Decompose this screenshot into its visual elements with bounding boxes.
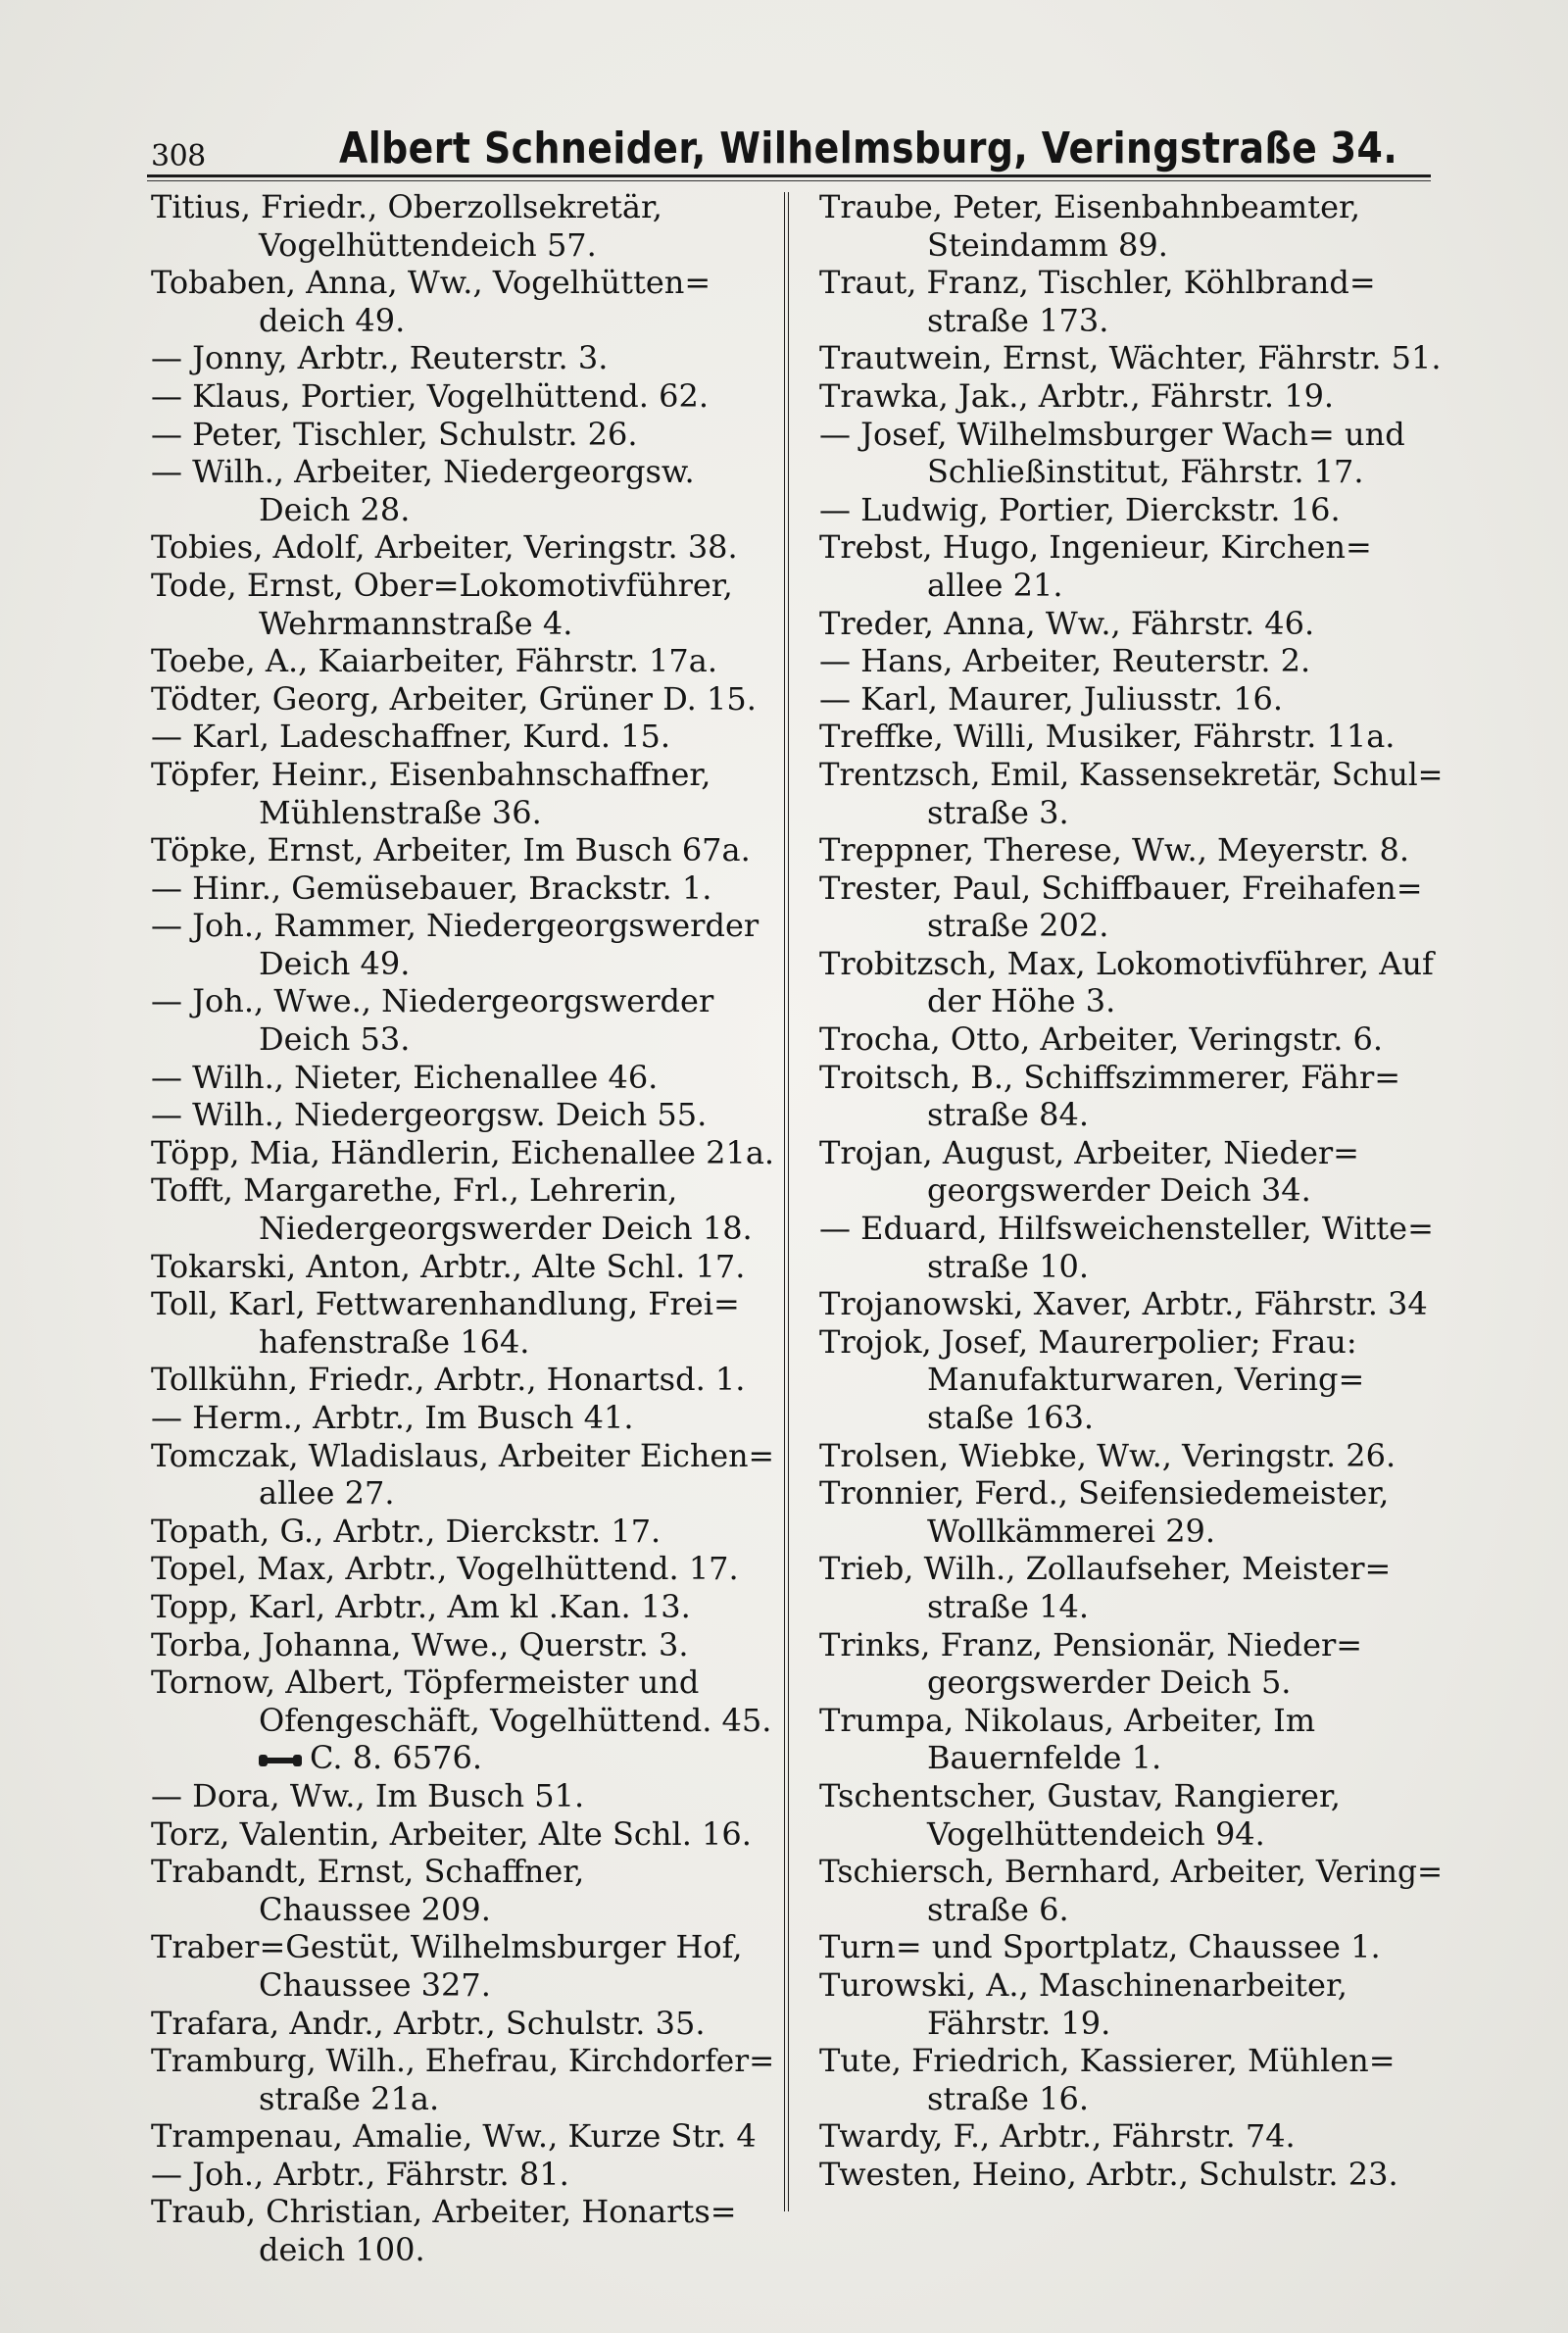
entry-line [151, 1436, 775, 1475]
column-divider [784, 192, 789, 2211]
entry-text: — Karl, Maurer, Juliusstr. 16. [819, 679, 1284, 718]
entry-text: — Klaus, Portier, Vogelhüttend. 62. [151, 376, 710, 415]
entry-text: straße 10. [927, 1247, 1090, 1285]
entry-text: Traub, Christian, Arbeiter, Honarts= [151, 2193, 737, 2231]
left-column [151, 188, 774, 2269]
entry-line [819, 718, 1443, 756]
entry-text: Trampenau, Amalie, Ww., Kurze Str. 4 [151, 2117, 757, 2156]
directory-entry [819, 1777, 1443, 1853]
entry-continuation-line [819, 982, 1443, 1020]
directory-entry [151, 1134, 774, 1172]
directory-entry [151, 1361, 774, 1399]
entry-text: georgswerder Deich 5. [927, 1663, 1292, 1702]
directory-entry [151, 1739, 774, 1777]
directory-entry [819, 264, 1443, 339]
entry-line [151, 264, 774, 302]
directory-entry [151, 567, 774, 642]
entry-continuation-line [819, 1739, 1443, 1777]
entry-text: — Hans, Arbeiter, Reuterstr. 2. [819, 642, 1311, 680]
entry-text: Trojan, August, Arbeiter, Nieder= [819, 1133, 1359, 1171]
entry-line [819, 339, 1443, 377]
entry-line [151, 1513, 774, 1551]
entry-line [819, 1853, 1444, 1891]
entry-text: Trentzsch, Emil, Kassensekretär, Schul= [819, 755, 1444, 793]
entry-text: Titius, Friedr., Oberzollsekretär, [151, 188, 662, 225]
entry-line [151, 2156, 774, 2194]
directory-entry [151, 680, 774, 719]
entry-continuation-line [819, 1096, 1443, 1134]
entry-text: Tokarski, Anton, Arbtr., Alte Schl. 17. [151, 1247, 746, 1285]
directory-entry [819, 528, 1443, 604]
directory-entry [819, 2042, 1443, 2117]
entry-continuation-line [151, 226, 774, 265]
directory-entry [819, 945, 1443, 1020]
entry-continuation-line [819, 2005, 1443, 2043]
entry-text: Vogelhüttendeich 94. [927, 1814, 1265, 1853]
entry-text: Schließinstitut, Fährstr. 17. [927, 453, 1364, 491]
entry-text: — Ludwig, Portier, Dierckstr. 16. [819, 490, 1341, 528]
directory-entry [819, 339, 1443, 377]
entry-text: — Dora, Ww., Im Busch 51. [151, 1776, 585, 1814]
directory-entry [151, 2193, 774, 2268]
entry-text: Toebe, A., Kaiarbeiter, Fährstr. 17a. [151, 642, 718, 680]
entry-continuation-line [819, 453, 1443, 491]
entry-text: deich 100. [259, 2231, 425, 2269]
directory-entry [819, 680, 1443, 719]
entry-text: Trocha, Otto, Arbeiter, Veringstr. 6. [819, 1020, 1384, 1059]
entry-text: Vogelhüttendeich 57. [259, 225, 597, 264]
entry-text: Tomczak, Wladislaus, Arbeiter Eichen= [151, 1436, 775, 1474]
entry-text: der Höhe 3. [927, 982, 1116, 1020]
directory-entry [151, 1059, 774, 1097]
entry-line [819, 945, 1443, 983]
entry-text: allee 27. [259, 1474, 395, 1513]
entry-text: — Herm., Arbtr., Im Busch 41. [151, 1399, 634, 1436]
entry-line [151, 528, 774, 567]
entry-continuation-line [151, 945, 774, 983]
entry-text: Toll, Karl, Fettwarenhandlung, Frei= [151, 1285, 740, 1323]
entry-line [151, 1096, 774, 1134]
entry-line [819, 1928, 1443, 1966]
entry-line [819, 831, 1443, 869]
entry-line [819, 1474, 1443, 1513]
entry-continuation-line [151, 605, 774, 643]
entry-continuation-line [819, 1815, 1443, 1854]
directory-entry [151, 264, 774, 339]
entry-text: — Joh., Rammer, Niedergeorgswerder [151, 907, 760, 945]
header-rule [147, 174, 1431, 177]
entry-line [819, 2042, 1443, 2080]
entry-text: Tronnier, Ferd., Seifensiedemeister, [819, 1474, 1390, 1513]
entry-continuation-line [151, 1891, 774, 1929]
directory-entry [819, 1437, 1443, 1475]
entry-line [151, 1059, 774, 1097]
entry-line [819, 1777, 1443, 1815]
entry-text: Wehrmannstraße 4. [259, 604, 573, 642]
entry-text: straße 173. [927, 301, 1109, 339]
entry-text: Torz, Valentin, Arbeiter, Alte Schl. 16. [151, 1814, 752, 1853]
entry-text: Tornow, Albert, Töpfermeister und [151, 1663, 700, 1702]
entry-text: Tramburg, Wilh., Ehefrau, Kirchdorfer= [151, 2042, 775, 2080]
entry-continuation-line [151, 1966, 774, 2005]
entry-continuation-line [151, 1702, 774, 1740]
entry-continuation-line [819, 1399, 1443, 1437]
directory-entry [819, 1059, 1443, 1134]
directory-entry [819, 1966, 1443, 2042]
entry-text: Topel, Max, Arbtr., Vogelhüttend. 17. [151, 1550, 739, 1588]
entry-text: Wollkämmerei 29. [927, 1512, 1216, 1550]
directory-entry [819, 1210, 1443, 1285]
entry-line [819, 1020, 1443, 1059]
entry-line [819, 2156, 1443, 2194]
directory-entry [819, 2156, 1443, 2194]
entry-line [151, 1361, 774, 1399]
entry-text: Troitsch, B., Schiffszimmerer, Fähr= [819, 1058, 1401, 1096]
entry-line [819, 1285, 1443, 1323]
entry-text: — Jonny, Arbtr., Reuterstr. 3. [151, 339, 609, 377]
entry-continuation-line [819, 1891, 1443, 1929]
entry-line [151, 642, 774, 680]
entry-text: Treppner, Therese, Ww., Meyerstr. 8. [819, 831, 1409, 869]
entry-line [819, 869, 1443, 908]
directory-entry [819, 1853, 1443, 1928]
entry-line [819, 755, 1444, 794]
page-number: 308 [151, 139, 206, 174]
entry-line [819, 528, 1443, 567]
entry-text: straße 202. [927, 907, 1109, 945]
directory-entry [151, 907, 774, 982]
entry-line [819, 416, 1443, 454]
entry-text: straße 16. [927, 2079, 1090, 2117]
directory-entry [151, 528, 774, 567]
directory-entry [151, 1588, 774, 1626]
entry-line [819, 1210, 1443, 1248]
entry-line [151, 1399, 774, 1437]
entry-text: straße 3. [927, 793, 1069, 831]
entry-line [819, 1059, 1443, 1097]
entry-text: Trojok, Josef, Maurerpolier; Frau: [819, 1322, 1357, 1361]
running-head: Albert Schneider, Wilhelmsburg, Veringstraße 34. [339, 124, 1398, 174]
directory-entry [819, 1020, 1443, 1059]
directory-entry [819, 642, 1443, 680]
entry-text: Töpp, Mia, Händlerin, Eichenallee 21a. [151, 1133, 775, 1171]
entry-line [819, 1626, 1443, 1664]
entry-continuation-line [819, 1513, 1443, 1551]
entry-text: Deich 49. [259, 944, 411, 982]
entry-text: Trebst, Hugo, Ingenieur, Kirchen= [819, 528, 1372, 567]
entry-line [151, 1777, 774, 1815]
entry-text: Bauernfelde 1. [927, 1739, 1162, 1777]
entry-text: Tofft, Margarethe, Frl., Lehrerin, [151, 1171, 678, 1210]
entry-text: Treder, Anna, Ww., Fährstr. 46. [819, 604, 1315, 642]
entry-continuation-line [819, 1248, 1443, 1286]
entry-text: Trester, Paul, Schiffbauer, Freihafen= [819, 869, 1423, 907]
entry-continuation-line [819, 302, 1443, 340]
entry-text: Deich 53. [259, 1020, 411, 1059]
entry-text: — Wilh., Niedergeorgsw. Deich 55. [151, 1096, 708, 1134]
entry-line [151, 907, 774, 945]
directory-entry [151, 756, 774, 831]
directory-entry [151, 377, 774, 416]
entry-text: allee 21. [927, 566, 1063, 604]
entry-line [151, 1248, 774, 1286]
entry-line [819, 491, 1443, 529]
directory-entry [819, 1702, 1443, 1777]
entry-text: Trafara, Andr., Arbtr., Schulstr. 35. [151, 2004, 706, 2042]
entry-text: Trieb, Wilh., Zollaufseher, Meister= [819, 1550, 1392, 1588]
directory-entry [819, 1928, 1443, 1966]
entry-text: — Joh., Arbtr., Fährstr. 81. [151, 2155, 569, 2193]
entry-line [151, 377, 774, 416]
directory-entry [151, 2042, 774, 2117]
directory-entry [151, 339, 774, 377]
directory-entry [819, 416, 1443, 491]
entry-text: Trolsen, Wiebke, Ww., Veringstr. 26. [819, 1436, 1396, 1474]
directory-entry [151, 642, 774, 680]
entry-line [151, 680, 774, 719]
entry-text: Mühlenstraße 36. [259, 793, 542, 831]
entry-line [151, 2193, 774, 2231]
entry-text: Töpke, Ernst, Arbeiter, Im Busch 67a. [151, 831, 751, 869]
entry-line [151, 1853, 774, 1891]
entry-line [819, 188, 1443, 226]
entry-text: — Hinr., Gemüsebauer, Brackstr. 1. [151, 869, 712, 907]
entry-text: Trumpa, Nikolaus, Arbeiter, Im [819, 1701, 1316, 1739]
entry-text: Topp, Karl, Arbtr., Am kl .Kan. 13. [151, 1587, 691, 1625]
entry-text: Trojanowski, Xaver, Arbtr., Fährstr. 34 [819, 1285, 1428, 1323]
entry-line [151, 1285, 774, 1323]
entry-line [819, 1550, 1443, 1588]
entry-text: Tödter, Georg, Arbeiter, Grüner D. 15. [151, 679, 757, 718]
entry-continuation-line [151, 302, 774, 340]
directory-entry [819, 718, 1443, 756]
directory-entry [151, 1550, 774, 1588]
entry-text: — Wilh., Arbeiter, Niedergeorgsw. [151, 453, 695, 491]
entry-line [819, 1437, 1443, 1475]
entry-text: Trautwein, Ernst, Wächter, Fährstr. 51. [819, 339, 1442, 377]
directory-entry [151, 718, 774, 756]
directory-entry [819, 377, 1443, 416]
entry-text: Topath, G., Arbtr., Dierckstr. 17. [151, 1512, 662, 1550]
entry-text: Tschentscher, Gustav, Rangierer, [819, 1776, 1341, 1814]
entry-line [151, 416, 774, 454]
directory-entry [151, 1399, 774, 1437]
entry-line [151, 1626, 774, 1664]
entry-line [819, 377, 1443, 416]
entry-continuation-line [151, 1210, 774, 1248]
directory-entry [151, 1853, 774, 1928]
entry-text: — Eduard, Hilfsweichensteller, Witte= [819, 1210, 1434, 1248]
directory-entry [151, 1513, 774, 1551]
entry-line [151, 1134, 774, 1172]
entry-text: Tode, Ernst, Ober=Lokomotivführer, [151, 566, 733, 604]
entry-text: Fährstr. 19. [927, 2004, 1111, 2042]
directory-entry [819, 491, 1443, 529]
entry-continuation-line [151, 1474, 774, 1513]
entry-text: Trinks, Franz, Pensionär, Nieder= [819, 1625, 1363, 1663]
entry-continuation-line [151, 2231, 774, 2269]
entry-continuation-line [819, 567, 1443, 605]
entry-line [151, 2117, 774, 2156]
entry-text: Chaussee 209. [259, 1890, 491, 1928]
entry-line [819, 1702, 1443, 1740]
entry-continuation-line [151, 794, 774, 832]
entry-text: staße 163. [927, 1399, 1095, 1436]
directory-entry [819, 1134, 1443, 1210]
entry-text: Twesten, Heino, Arbtr., Schulstr. 23. [819, 2155, 1398, 2193]
directory-entry [819, 1323, 1443, 1437]
entry-text: Niedergeorgswerder Deich 18. [259, 1210, 753, 1248]
entry-line [151, 1171, 774, 1210]
directory-entry [151, 1285, 774, 1361]
directory-entry [151, 1815, 774, 1854]
entry-line [819, 1323, 1443, 1362]
entry-continuation-line [819, 1588, 1443, 1626]
telephone-icon [259, 1753, 302, 1768]
entry-line [819, 605, 1443, 643]
entry-line [819, 642, 1443, 680]
directory-entry [819, 869, 1443, 945]
entry-text: Manufakturwaren, Vering= [927, 1361, 1365, 1399]
entry-line [151, 453, 774, 491]
directory-entry [151, 982, 774, 1058]
entry-line [151, 567, 774, 605]
entry-text: — Karl, Ladeschaffner, Kurd. 15. [151, 718, 671, 756]
entry-line [151, 1739, 774, 1777]
entry-text: hafenstraße 164. [259, 1322, 530, 1361]
entry-line [151, 869, 774, 908]
directory-entry [819, 756, 1443, 831]
entry-text: Trabandt, Ernst, Schaffner, [151, 1853, 585, 1891]
entry-line [151, 2042, 775, 2080]
entry-continuation-line [819, 1171, 1443, 1210]
entry-line [151, 718, 774, 756]
entry-continuation-line [151, 2080, 774, 2118]
entry-text: Turowski, A., Maschinenarbeiter, [819, 1965, 1348, 2004]
directory-entry [819, 188, 1443, 264]
directory-entry [151, 416, 774, 454]
entry-continuation-line [151, 1323, 774, 1362]
entry-line [819, 1966, 1443, 2005]
directory-entry [151, 1626, 774, 1664]
entry-line [151, 2005, 774, 2043]
entry-text: straße 84. [927, 1096, 1090, 1134]
entry-line [151, 1815, 774, 1854]
entry-continuation-line [819, 1361, 1443, 1399]
directory-entry [151, 1171, 774, 1247]
directory-entry [819, 1626, 1443, 1702]
directory-entry [151, 869, 774, 908]
entry-text: Turn= und Sportplatz, Chaussee 1. [819, 1928, 1381, 1966]
entry-text: Traube, Peter, Eisenbahnbeamter, [819, 188, 1360, 225]
directory-entry [151, 1928, 774, 2004]
entry-line [151, 756, 774, 794]
entry-text: straße 6. [927, 1890, 1069, 1928]
directory-entry [819, 1550, 1443, 1625]
header-rule-thin [147, 180, 1431, 181]
entry-continuation-line [819, 907, 1443, 945]
entry-text: Twardy, F., Arbtr., Fährstr. 74. [819, 2117, 1296, 2156]
entry-continuation-line [819, 2080, 1443, 2118]
directory-entry [819, 2117, 1443, 2156]
entry-text: Torba, Johanna, Wwe., Querstr. 3. [151, 1625, 689, 1663]
entry-text: Traber=Gestüt, Wilhelmsburger Hof, [151, 1928, 743, 1966]
entry-continuation-line [151, 491, 774, 529]
entry-line [819, 264, 1443, 302]
entry-line [151, 1663, 774, 1702]
entry-text: C. 8. 6576. [310, 1739, 482, 1777]
entry-text: deich 49. [259, 301, 406, 339]
entry-line [151, 1928, 774, 1966]
entry-line [151, 982, 774, 1020]
entry-continuation-line [819, 794, 1443, 832]
directory-entry [151, 1096, 774, 1134]
entry-line [819, 680, 1443, 719]
entry-text: Treffke, Willi, Musiker, Fährstr. 11a. [819, 718, 1396, 756]
directory-entry [151, 1248, 774, 1286]
entry-text: Traut, Franz, Tischler, Köhlbrand= [819, 264, 1376, 302]
entry-text: Chaussee 327. [259, 1965, 491, 2004]
entry-line [151, 188, 774, 226]
entry-text: Tobies, Adolf, Arbeiter, Veringstr. 38. [151, 528, 738, 567]
directory-entry [819, 605, 1443, 643]
entry-line [819, 1134, 1443, 1172]
entry-line [819, 2117, 1443, 2156]
entry-line [151, 1588, 774, 1626]
entry-text: Tschiersch, Bernhard, Arbeiter, Vering= [819, 1853, 1444, 1891]
entry-line [151, 1550, 774, 1588]
entry-text: Ofengeschäft, Vogelhüttend. 45. [259, 1701, 772, 1739]
entry-text: georgswerder Deich 34. [927, 1171, 1311, 1210]
right-column [819, 188, 1443, 2193]
entry-text: — Joh., Wwe., Niedergeorgswerder [151, 982, 714, 1020]
entry-text: — Wilh., Nieter, Eichenallee 46. [151, 1058, 659, 1096]
directory-entry [819, 1474, 1443, 1550]
directory-entry [819, 831, 1443, 869]
entry-text: Deich 28. [259, 490, 411, 528]
entry-text: Trawka, Jak., Arbtr., Fährstr. 19. [819, 376, 1335, 415]
page-header [147, 120, 1431, 178]
directory-entry [819, 1285, 1443, 1323]
entry-text: Tobaben, Anna, Ww., Vogelhütten= [151, 264, 711, 302]
directory-entry [151, 2005, 774, 2043]
entry-text: Tute, Friedrich, Kassierer, Mühlen= [819, 2042, 1396, 2080]
directory-entry [151, 831, 774, 869]
entry-continuation-line [819, 1663, 1443, 1702]
entry-text: Trobitzsch, Max, Lokomotivführer, Auf [819, 944, 1434, 982]
directory-entry [151, 188, 774, 264]
directory-entry [151, 1663, 774, 1739]
entry-text: straße 14. [927, 1587, 1090, 1625]
directory-entry [151, 1437, 774, 1513]
entry-text: Tollkühn, Friedr., Arbtr., Honartsd. 1. [151, 1361, 746, 1399]
directory-entry [151, 2156, 774, 2194]
entry-text: Steindamm 89. [927, 225, 1168, 264]
entry-line [151, 831, 774, 869]
entry-continuation-line [819, 226, 1443, 265]
entry-text: Töpfer, Heinr., Eisenbahnschaffner, [151, 755, 711, 793]
entry-line [151, 339, 774, 377]
entry-text: — Josef, Wilhelmsburger Wach= und [819, 415, 1405, 453]
directory-entry [151, 453, 774, 528]
directory-entry [151, 2117, 774, 2156]
entry-text: — Peter, Tischler, Schulstr. 26. [151, 415, 638, 453]
directory-entry [151, 1777, 774, 1815]
entry-continuation-line [151, 1020, 774, 1059]
entry-text: straße 21a. [259, 2079, 440, 2117]
